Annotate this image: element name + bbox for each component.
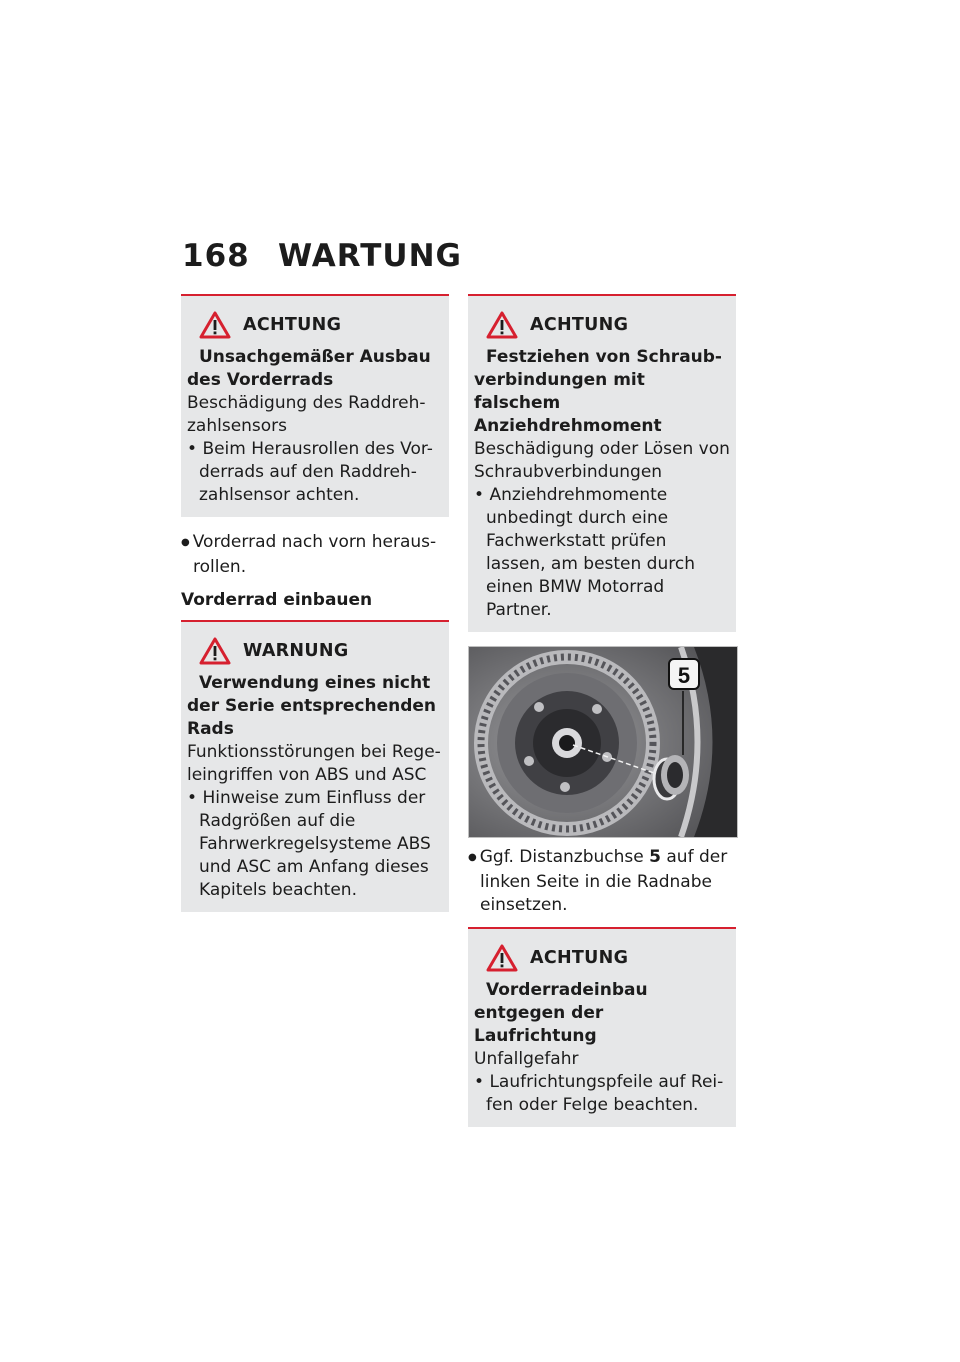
- wheel-hub-photo: [468, 646, 738, 838]
- notice-consequence: Funktionsstörungen bei Rege-leingriffen von ABS und ASC: [187, 742, 441, 785]
- notice-bullet-list: [187, 787, 443, 902]
- notice-bullet: • Hinweise zum Einfluss der Radgrößen auf die Fahrwerkregelsysteme ABS und ASC am Anfang dieses Kapitels beachten.: [187, 788, 431, 900]
- notice-achtung-anziehdrehmoment: [468, 294, 736, 632]
- notice-label: ACHTUNG: [243, 315, 342, 335]
- notice-title: Verwendung eines nicht der Serie entsprechenden Rads: [187, 673, 437, 739]
- notice-label: ACHTUNG: [530, 948, 629, 968]
- notice-warnung-rad: [181, 620, 449, 912]
- notice-bullet-list: [474, 484, 730, 622]
- warning-triangle-icon: [199, 637, 231, 665]
- notice-header: [474, 943, 730, 973]
- notice-label: WARNUNG: [243, 641, 349, 661]
- warning-triangle-icon: [199, 311, 231, 339]
- notice-header: [187, 310, 443, 340]
- page-title: WARTUNG: [278, 238, 462, 274]
- step-distanzbuchse-einsetzen: ● Ggf. Distanzbuchse 5 auf der linken Seite in die Radnabe einsetzen.: [468, 846, 736, 917]
- notice-header: [474, 310, 730, 340]
- part-reference: 5: [649, 847, 661, 867]
- notice-achtung-laufrichtung: [468, 927, 736, 1127]
- warning-triangle-icon: [486, 944, 518, 972]
- notice-header: [187, 636, 443, 666]
- left-column: [181, 294, 449, 926]
- page-number: 168: [182, 238, 250, 274]
- notice-title: Unsachgemäßer Ausbau des Vorderrads: [187, 347, 431, 390]
- notice-bullet: • Anziehdrehmomente unbedingt durch eine Fachwerkstatt prüfen lassen, am besten durch einen BMW Motorrad Partner.: [474, 485, 695, 620]
- notice-achtung-ausbau: [181, 294, 449, 517]
- notice-bullet-list: [474, 1071, 730, 1117]
- notice-label: ACHTUNG: [530, 315, 629, 335]
- notice-bullet: • Laufrichtungspfeile auf Rei-fen oder Felge beachten.: [474, 1072, 724, 1115]
- section-heading: Vorderrad einbauen: [181, 590, 373, 610]
- right-column: [468, 294, 736, 1141]
- notice-bullet: • Beim Herausrollen des Vor-derrads auf den Raddreh-zahlsensor achten.: [187, 439, 433, 505]
- step-vorderrad-herausrollen: ● Vorderrad nach vorn heraus-rollen.: [181, 531, 449, 579]
- wheel-hub-illustration: [469, 647, 737, 837]
- notice-consequence: Beschädigung des Raddreh-zahlsensors: [187, 393, 426, 436]
- warning-triangle-icon: [486, 311, 518, 339]
- notice-title: Festziehen von Schraub-verbindungen mit falschem Anziehdrehmoment: [474, 347, 722, 436]
- figure-callout-number: 5: [677, 663, 691, 688]
- notice-bullet-list: [187, 438, 443, 507]
- page-header: [182, 238, 462, 274]
- notice-consequence: Unfallgefahr: [474, 1049, 579, 1069]
- notice-title: Vorderradeinbau entgegen der Laufrichtung: [474, 980, 648, 1046]
- notice-consequence: Beschädigung oder Lösen von Schraubverbindungen: [474, 439, 730, 482]
